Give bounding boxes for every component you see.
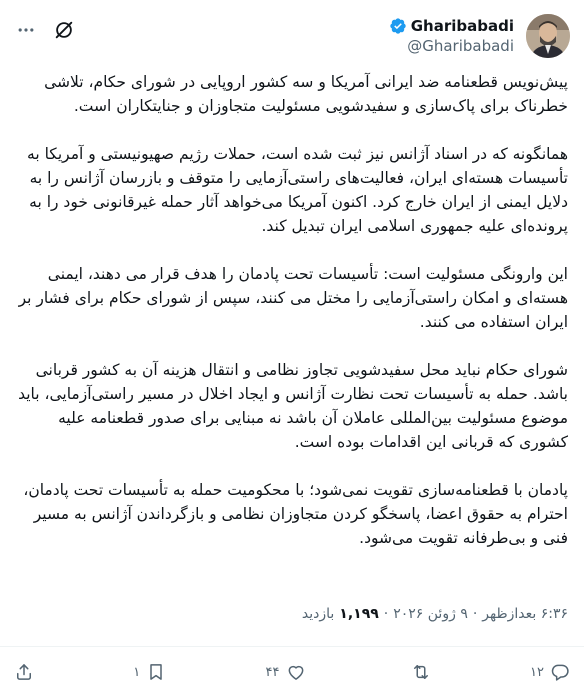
- tweet-meta: [302, 606, 568, 622]
- share-icon: [14, 662, 34, 682]
- action-bar: [14, 658, 570, 686]
- views-label: بازدید: [301, 606, 335, 622]
- tweet-date[interactable]: ۹ ژوئن ۲۰۲۶: [393, 606, 468, 622]
- meta-separator: ·: [383, 606, 389, 622]
- like-button[interactable]: [266, 662, 306, 682]
- repost-icon: [411, 662, 431, 682]
- tweet-paragraph: شورای حکام نباید محل سفیدشویی تجاوز نظامی و انتقال هزینه آن به کشور قربانی باشد. حمله به تأسیسات تحت نظارت آژانس و ایجاد اخلال در مسیر راستی‌آزمایی، باید موضوع مسئولیت بین‌المللی عاملان آن باشد نه مبنایی برای صدور قطعنامه علیه کشوری که قربانی این اقدامات بوده است.: [18, 361, 568, 451]
- more-options-icon[interactable]: [14, 18, 38, 42]
- display-name-text: Gharibabadi: [410, 17, 514, 35]
- verified-badge-icon: [389, 17, 407, 35]
- like-count: ۴۴: [265, 664, 280, 680]
- heart-icon: [286, 662, 306, 682]
- bookmark-count: ۱: [133, 664, 141, 680]
- reply-count: ۱۲: [530, 664, 544, 680]
- reply-icon: [550, 662, 570, 682]
- reply-button[interactable]: [530, 662, 570, 682]
- tweet-time[interactable]: ۶:۳۶ بعدازظهر: [482, 606, 568, 622]
- tweet-paragraph: همانگونه که در اسناد آژانس نیز ثبت شده است، حملات رژیم صهیونیستی و آمریکا به تأسیسات هسته‌ای ایران، فعالیت‌های راستی‌آزمایی را متوقف و بازرسان آژانس را به دلایل ایمنی از ایران خارج کرد. اکنون آمریکا می‌خواهد آثار حمله غیرقانونی خود را به پرونده‌ای علیه جمهوری اسلامی ایران تبدیل کند.: [27, 145, 568, 235]
- display-name[interactable]: [389, 16, 514, 36]
- tweet-paragraph: پیش‌نویس قطعنامه ضد ایرانی آمریکا و سه کشور اروپایی در شورای حکام، تلاشی خطرناک برای پاک‌سازی و سفیدشویی مسئولیت متجاوزان و جنایتکاران است.: [44, 73, 568, 115]
- avatar[interactable]: [526, 14, 570, 58]
- tweet-paragraph: این وارونگی مسئولیت است: تأسیسات تحت پادمان را هدف قرار می دهند، ایمنی هسته‌ای و امکان راستی‌آزمایی را مختل می کنند، سپس از شورای حکام برای فشار بر ایران استفاده می کنند.: [18, 265, 568, 331]
- views-count: ۱,۱۹۹: [339, 606, 379, 622]
- tweet-header: [14, 14, 570, 64]
- bookmark-button[interactable]: [133, 662, 166, 682]
- meta-separator: ·: [472, 606, 478, 622]
- divider: [0, 646, 584, 647]
- share-button[interactable]: [14, 662, 34, 682]
- tweet-text: [16, 70, 568, 574]
- grok-icon[interactable]: [52, 18, 76, 42]
- tweet-paragraph: پادمان با قطعنامه‌سازی تقویت نمی‌شود؛ با محکومیت حمله به تأسیسات تحت پادمان، احترام به حقوق اعضا، پاسخگو کردن متجاوزان نظامی و بازگرداندن آژانس به مسیر فنی و بی‌طرفانه تقویت می‌شود.: [23, 481, 568, 547]
- repost-button[interactable]: [405, 662, 431, 682]
- user-handle[interactable]: @Gharibabadi: [407, 37, 514, 55]
- bookmark-icon: [146, 662, 166, 682]
